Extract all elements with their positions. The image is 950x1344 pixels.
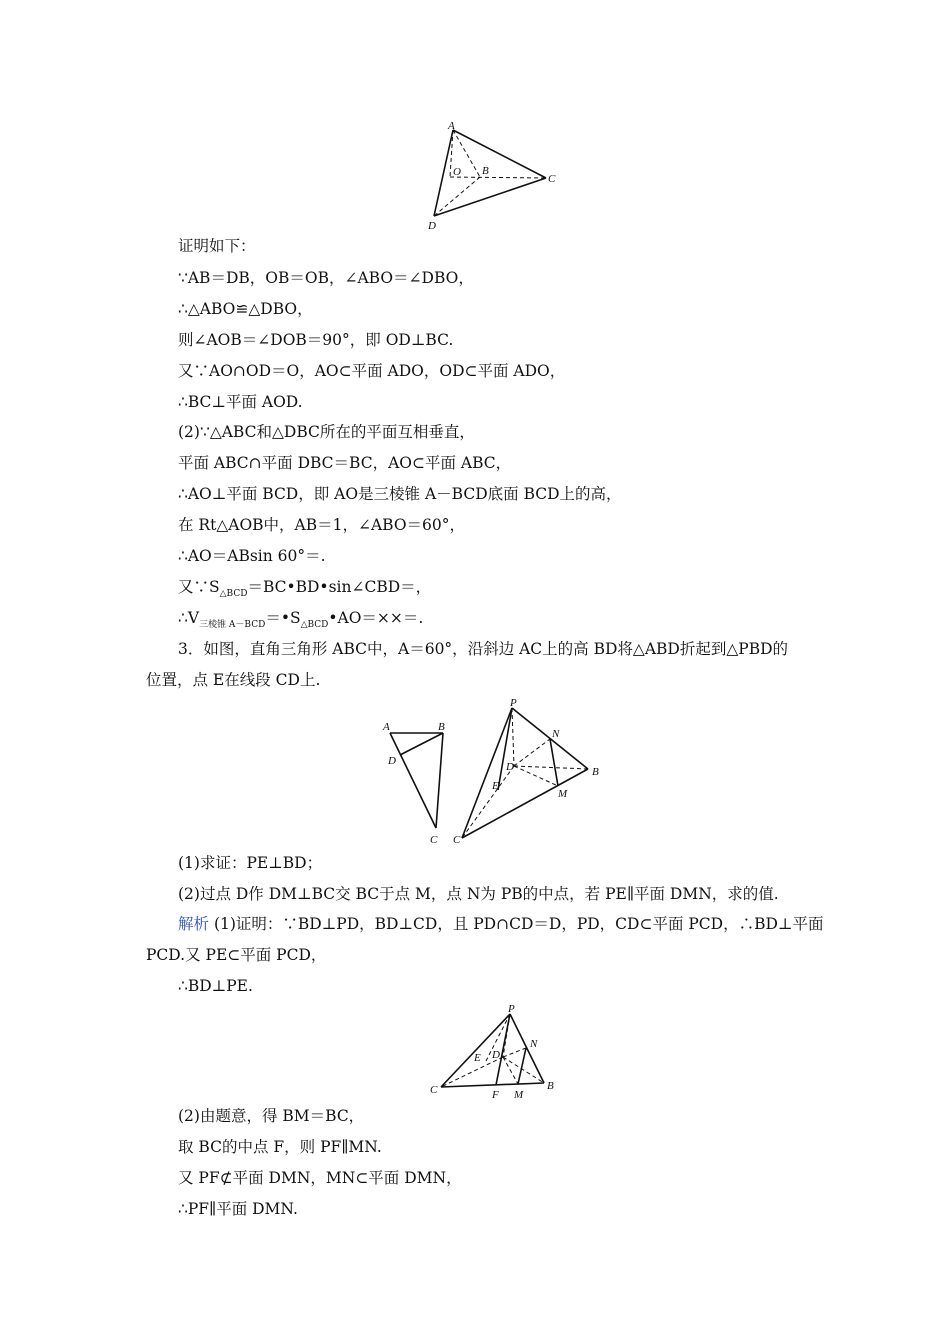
text-line-7: (2)∵△ABC和△DBC所在的平面互相垂直， (178, 423, 475, 441)
text-line-6: ∴BC⊥平面 AOD. (178, 393, 303, 411)
text-line-8: 平面 ABC∩平面 DBC＝BC，AO⊂平面 ABC， (178, 454, 512, 472)
figure-right-triangle-abc (378, 716, 458, 848)
label-c: C (453, 834, 461, 846)
figure-tetrahedron-abcd (420, 118, 570, 236)
text-line-3: ∴△ABO≌△DBO， (178, 300, 313, 318)
label-n: N (530, 1038, 538, 1050)
label-d: D (388, 755, 396, 767)
text-line-4: 则∠AOB＝∠DOB＝90°，即 OD⊥BC. (178, 331, 454, 349)
text-line-17: (2)过点 D作 DM⊥BC交 BC于点 M，点 N为 PB的中点，若 PE∥平面 DMN，求的值. (178, 885, 779, 903)
label-a: A (448, 120, 455, 132)
text-line-16: (1)求证：PE⊥BD； (178, 854, 323, 872)
label-b: B (438, 721, 445, 733)
text-line-20: ∴BD⊥PE. (178, 977, 253, 995)
label-m: M (514, 1089, 524, 1101)
label-n: N (552, 728, 560, 740)
text-line-13: $\therefore V_{三棱锥 A-BCD}=•S_{\triangle BCD}•AO=\times\times=$. (178, 609, 424, 631)
text-line-22: 取 BC的中点 F，则 PF∥MN. (178, 1138, 382, 1156)
label-d: D (428, 220, 436, 232)
label-f: F (492, 1089, 499, 1101)
label-c: C (430, 834, 438, 846)
text-line-9: ∴AO⊥平面 BCD，即 AO是三棱锥 A－BCD底面 BCD上的高， (178, 485, 622, 503)
text-line-5: 又∵AO∩OD＝O，AO⊂平面 ADO，OD⊂平面 ADO， (178, 362, 566, 380)
label-p: P (508, 1003, 515, 1015)
label-c: C (430, 1084, 438, 1096)
text-line-12: 又$\because S_{\triangle BCD}=BC•BD•\sin\angle CBD=$， (178, 578, 432, 600)
label-c: C (548, 173, 556, 185)
text-line-10: 在 Rt△AOB中，AB＝1，∠ABO＝60°， (178, 516, 466, 534)
label-d: D (492, 1049, 500, 1061)
text-line-2: ∵AB＝DB，OB＝OB，∠ABO＝∠DBO， (178, 269, 474, 287)
label-m: M (558, 788, 568, 800)
text-line-11: ∴AO＝ABsin 60°＝. (178, 547, 326, 565)
figure-folded-tetrahedron-pbcd (450, 697, 610, 849)
text-line-19: PCD.又 PE⊂平面 PCD， (146, 946, 327, 964)
text-line-1: 证明如下： (178, 237, 256, 255)
label-e: E (492, 780, 499, 792)
analysis-tag: 解析 (178, 915, 210, 933)
label-p: P (510, 697, 517, 709)
figure-tetrahedron-with-midpoint-f (424, 1003, 564, 1103)
text-line-24: ∴PF∥平面 DMN. (178, 1200, 298, 1218)
label-d: D (506, 761, 514, 773)
text-line-18: 解析 (1)证明：∵BD⊥PD，BD⊥CD，且 PD∩CD＝D，PD，CD⊂平面 PCD，∴BD⊥平面 (178, 915, 824, 933)
text-line-23: 又 PF⊄平面 DMN，MN⊂平面 DMN， (178, 1169, 462, 1187)
text-line-21: (2)由题意，得 BM＝BC， (178, 1107, 365, 1125)
text-line-15: 位置，点 E在线段 CD上. (146, 671, 321, 689)
label-b: B (547, 1080, 554, 1092)
label-b: B (592, 766, 599, 778)
text-line-14: 3．如图，直角三角形 ABC中，A＝60°，沿斜边 AC上的高 BD将△ABD折起到△PBD的 (178, 640, 789, 658)
label-a: A (383, 721, 390, 733)
label-o: O (453, 166, 461, 178)
label-b: B (482, 165, 489, 177)
label-e: E (474, 1052, 481, 1064)
